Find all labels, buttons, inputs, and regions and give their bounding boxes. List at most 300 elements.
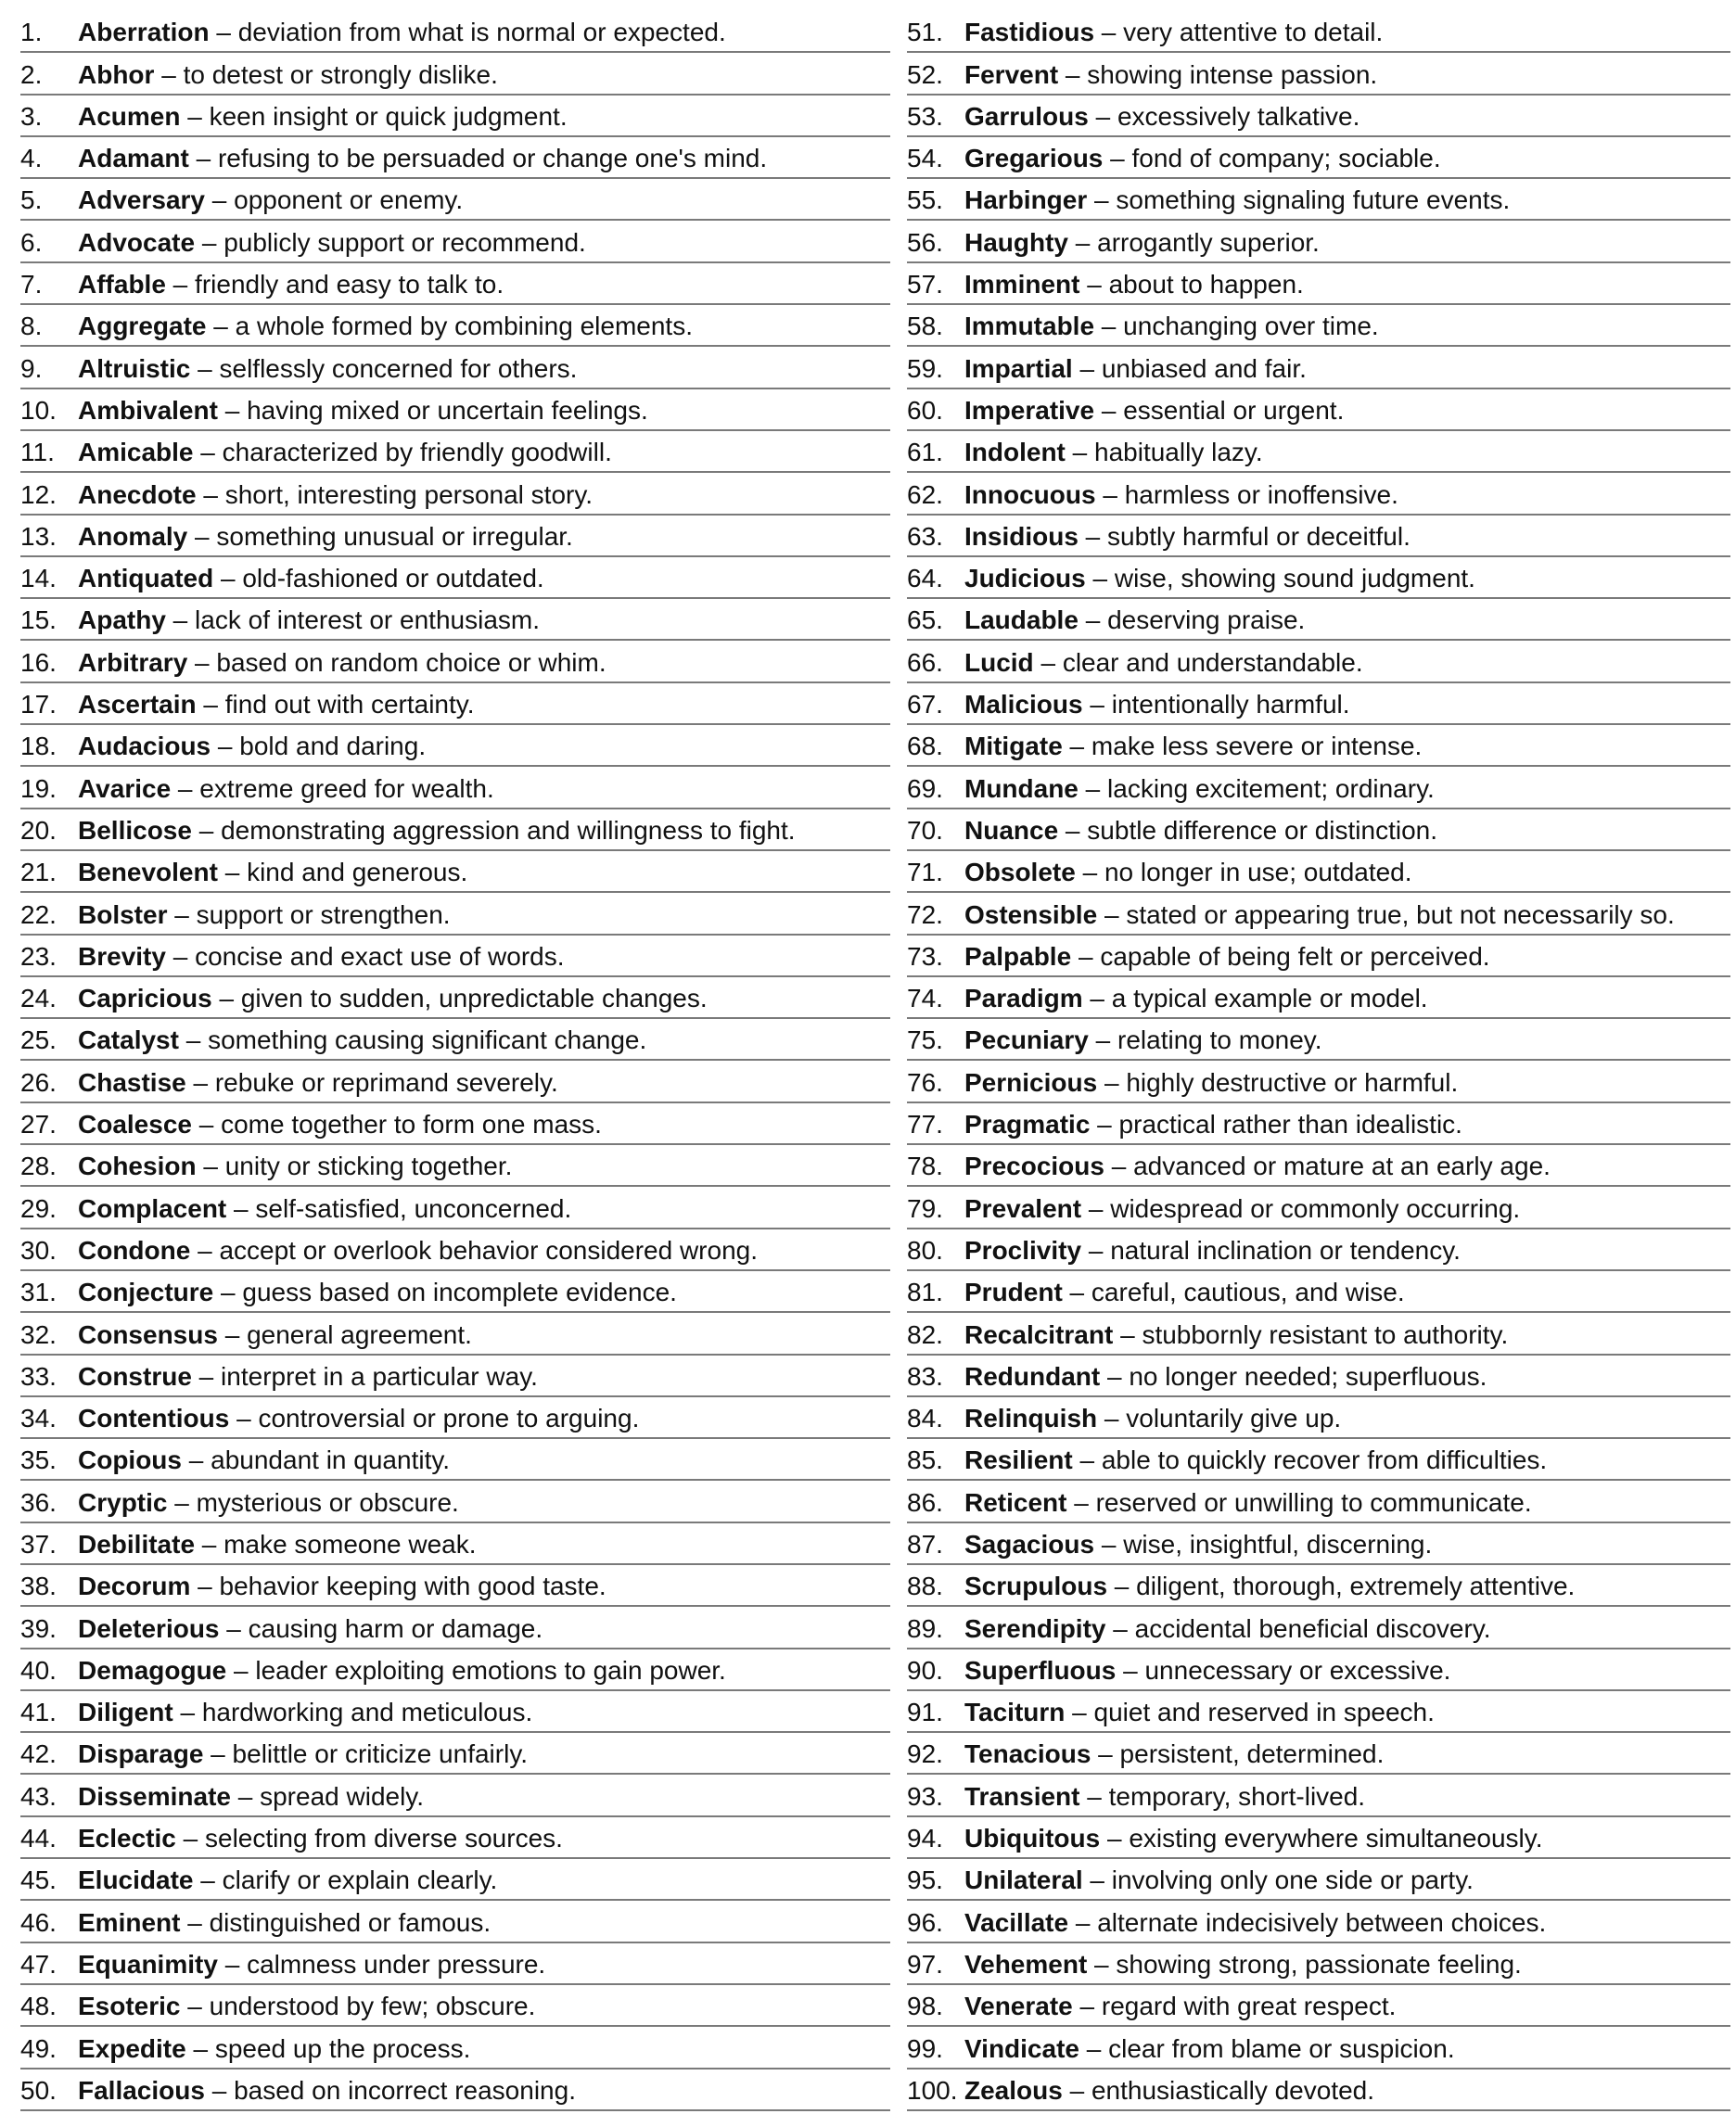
entry-definition: causing harm or damage. <box>248 1613 543 1643</box>
entry-separator: – <box>1078 521 1108 551</box>
entry-number: 36. <box>20 1487 57 1517</box>
vocab-entry <box>907 221 1730 262</box>
entry-definition: mysterious or obscure. <box>196 1487 459 1517</box>
entry-definition: make less severe or intense. <box>1091 732 1423 761</box>
entry-separator: – <box>1097 1404 1127 1433</box>
entry-separator: – <box>1097 1067 1127 1097</box>
entry-separator: – <box>1062 1278 1091 1307</box>
entry-word: Ascertain <box>78 690 197 720</box>
entry-separator: – <box>1068 227 1098 257</box>
entry-separator: – <box>230 1781 261 1811</box>
entry-word: Impartial <box>964 353 1073 383</box>
entry-definition: a typical example or model. <box>1111 984 1428 1013</box>
vocab-entry <box>907 809 1730 851</box>
entry-word: Fallacious <box>78 2075 205 2105</box>
entry-definition: subtly harmful or deceitful. <box>1107 521 1410 551</box>
entry-definition: a whole formed by combining elements. <box>235 312 693 341</box>
entry-number: 86. <box>907 1487 943 1517</box>
entry-definition: accidental beneficial discovery. <box>1134 1613 1491 1643</box>
entry-number: 74. <box>907 984 943 1013</box>
entry-word: Gregarious <box>964 144 1104 173</box>
vocab-entry <box>907 1733 1730 1775</box>
entry-number: 23. <box>20 941 57 971</box>
vocab-entry <box>20 179 890 221</box>
entry-separator: – <box>211 984 241 1013</box>
vocab-entry <box>20 1901 890 1942</box>
entry-word: Elucidate <box>78 1866 194 1895</box>
entry-separator: – <box>1033 647 1063 677</box>
entry-word: Harbinger <box>964 185 1088 215</box>
entry-number: 24. <box>20 984 57 1013</box>
entry-word: Serendipity <box>964 1613 1106 1643</box>
vocab-entry <box>907 1775 1730 1816</box>
entry-number: 58. <box>907 312 943 341</box>
entry-separator: – <box>193 438 223 467</box>
vocab-entry <box>20 221 890 262</box>
entry-word: Pragmatic <box>964 1110 1091 1140</box>
entry-word: Construe <box>78 1361 192 1391</box>
entry-number: 90. <box>907 1655 943 1685</box>
entry-word: Decorum <box>78 1572 191 1601</box>
entry-number: 59. <box>907 353 943 383</box>
entry-word: Zealous <box>964 2075 1063 2105</box>
entry-separator: – <box>180 101 210 131</box>
entry-word: Disparage <box>78 1739 204 1769</box>
entry-separator: – <box>195 227 224 257</box>
entry-word: Fervent <box>964 59 1059 89</box>
entry-word: Haughty <box>964 227 1068 257</box>
entry-definition: demonstrating aggression and willingness to fight. <box>221 815 796 845</box>
entry-definition: temporary, short-lived. <box>1108 1781 1366 1811</box>
entry-separator: – <box>1087 185 1117 215</box>
entry-separator: – <box>190 1235 220 1265</box>
entry-word: Pecuniary <box>964 1025 1089 1055</box>
entry-definition: regard with great respect. <box>1101 1992 1397 2021</box>
entry-number: 69. <box>907 773 943 803</box>
vocab-entry <box>20 263 890 305</box>
entry-separator: – <box>1103 144 1132 173</box>
vocab-entry <box>20 431 890 473</box>
entry-definition: short, interesting personal story. <box>224 479 594 509</box>
entry-definition: kind and generous. <box>247 858 468 887</box>
vocab-entry <box>907 1271 1730 1313</box>
entry-number: 13. <box>20 521 57 551</box>
entry-separator: – <box>1078 605 1108 635</box>
entry-word: Innocuous <box>964 479 1096 509</box>
entry-number: 25. <box>20 1025 57 1055</box>
entry-definition: habitually lazy. <box>1094 438 1263 467</box>
vocab-entry <box>907 1859 1730 1901</box>
entry-number: 11. <box>20 438 55 467</box>
entry-number: 61. <box>907 438 943 467</box>
entry-number: 31. <box>20 1278 57 1307</box>
entry-separator: – <box>206 312 236 341</box>
vocab-entry <box>907 263 1730 305</box>
entry-word: Coalesce <box>78 1110 192 1140</box>
entry-separator: – <box>217 1949 248 1979</box>
vocab-entry <box>20 1061 890 1102</box>
entry-definition: capable of being felt or perceived. <box>1100 941 1490 971</box>
vocab-entry <box>907 599 1730 641</box>
entry-separator: – <box>1094 395 1124 425</box>
entry-word: Aggregate <box>78 312 207 341</box>
entry-separator: – <box>217 395 248 425</box>
entry-word: Sagacious <box>964 1529 1095 1559</box>
entry-definition: clear from blame or suspicion. <box>1108 2033 1455 2063</box>
entry-definition: bold and daring. <box>239 732 427 761</box>
entry-number: 51. <box>907 18 943 47</box>
entry-definition: reserved or unwilling to communicate. <box>1095 1487 1532 1517</box>
entry-definition: concise and exact use of words. <box>195 941 565 971</box>
entry-definition: unity or sticking together. <box>224 1152 513 1181</box>
entry-number: 65. <box>907 605 943 635</box>
entry-word: Debilitate <box>78 1529 196 1559</box>
entry-definition: something unusual or irregular. <box>216 521 573 551</box>
entry-number: 57. <box>907 270 943 299</box>
entry-definition: very attentive to detail. <box>1123 18 1384 47</box>
entry-definition: quiet and reserved in speech. <box>1093 1698 1435 1727</box>
entry-separator: – <box>1091 1739 1120 1769</box>
entry-number: 92. <box>907 1739 943 1769</box>
entry-number: 76. <box>907 1067 943 1097</box>
vocab-entry <box>907 1649 1730 1691</box>
vocab-entry <box>907 1943 1730 1985</box>
vocab-entry <box>907 1061 1730 1102</box>
entry-definition: calmness under pressure. <box>247 1949 546 1979</box>
entry-number: 12. <box>20 479 57 509</box>
vocab-entry <box>20 893 890 935</box>
entry-word: Imperative <box>964 395 1095 425</box>
entry-separator: – <box>180 1992 210 2021</box>
entry-number: 10. <box>20 395 57 425</box>
vocab-entry <box>20 767 890 809</box>
entry-separator: – <box>180 1907 210 1937</box>
vocabulary-column-left <box>20 11 890 2111</box>
entry-number: 49. <box>20 2033 57 2063</box>
entry-definition: extreme greed for wealth. <box>199 773 494 803</box>
vocab-entry <box>20 683 890 725</box>
entry-number: 28. <box>20 1152 57 1181</box>
entry-definition: stated or appearing true, but not necessarily so. <box>1126 899 1675 929</box>
entry-separator: – <box>1072 1992 1102 2021</box>
vocab-entry <box>20 1943 890 1985</box>
entry-word: Conjecture <box>78 1278 214 1307</box>
entry-word: Expedite <box>78 2033 186 2063</box>
entry-definition: lack of interest or enthusiasm. <box>195 605 540 635</box>
entry-definition: something signaling future events. <box>1116 185 1511 215</box>
entry-word: Avarice <box>78 773 172 803</box>
entry-number: 34. <box>20 1404 57 1433</box>
entry-definition: unnecessary or excessive. <box>1144 1655 1451 1685</box>
entry-number: 62. <box>907 479 943 509</box>
entry-definition: having mixed or uncertain feelings. <box>247 395 648 425</box>
entry-separator: – <box>1075 858 1104 887</box>
vocab-entry <box>20 305 890 347</box>
entry-number: 97. <box>907 1949 943 1979</box>
vocab-entry <box>907 1019 1730 1061</box>
vocab-entry <box>20 851 890 893</box>
vocab-entry <box>907 2027 1730 2069</box>
entry-word: Arbitrary <box>78 647 188 677</box>
entry-definition: deviation from what is normal or expected. <box>237 18 726 47</box>
entry-word: Tenacious <box>964 1739 1091 1769</box>
entry-definition: make someone weak. <box>223 1529 477 1559</box>
entry-number: 8. <box>20 312 43 341</box>
vocab-entry <box>20 1565 890 1607</box>
entry-word: Mundane <box>964 773 1079 803</box>
entry-definition: rebuke or reprimand severely. <box>214 1067 558 1097</box>
entry-separator: – <box>1094 312 1124 341</box>
entry-separator: – <box>190 353 220 383</box>
entry-definition: opponent or enemy. <box>234 185 464 215</box>
entry-word: Deleterious <box>78 1613 220 1643</box>
entry-number: 14. <box>20 564 57 593</box>
entry-number: 2. <box>20 59 43 89</box>
entry-number: 26. <box>20 1067 57 1097</box>
vocab-entry <box>20 1313 890 1355</box>
entry-word: Judicious <box>964 564 1086 593</box>
entry-word: Taciturn <box>964 1698 1066 1727</box>
entry-number: 46. <box>20 1907 57 1937</box>
entry-separator: – <box>1104 1152 1134 1181</box>
entry-word: Vehement <box>964 1949 1088 1979</box>
entry-number: 55. <box>907 185 943 215</box>
entry-definition: subtle difference or distinction. <box>1087 815 1437 845</box>
entry-separator: – <box>219 1613 249 1643</box>
entry-number: 47. <box>20 1949 57 1979</box>
vocab-entry <box>20 641 890 682</box>
entry-separator: – <box>196 479 225 509</box>
entry-number: 56. <box>907 227 943 257</box>
entry-word: Contentious <box>78 1404 230 1433</box>
entry-number: 32. <box>20 1319 57 1349</box>
entry-separator: – <box>1097 899 1127 929</box>
vocab-entry <box>20 1607 890 1649</box>
entry-number: 91. <box>907 1698 943 1727</box>
vocab-entry <box>907 96 1730 137</box>
entry-word: Apathy <box>78 605 166 635</box>
vocab-entry <box>907 977 1730 1019</box>
entry-word: Paradigm <box>964 984 1083 1013</box>
vocab-entry <box>907 1481 1730 1522</box>
entry-word: Cryptic <box>78 1487 168 1517</box>
entry-word: Vindicate <box>964 2033 1079 2063</box>
vocab-entry <box>907 1229 1730 1271</box>
entry-separator: – <box>195 1529 224 1559</box>
entry-number: 40. <box>20 1655 57 1685</box>
vocab-entry <box>907 305 1730 347</box>
entry-separator: – <box>1062 732 1091 761</box>
entry-separator: – <box>187 521 217 551</box>
vocab-entry <box>20 96 890 137</box>
entry-definition: behavior keeping with good taste. <box>219 1572 606 1601</box>
entry-separator: – <box>1065 1698 1094 1727</box>
entry-word: Mitigate <box>964 732 1063 761</box>
entry-word: Eclectic <box>78 1824 176 1853</box>
entry-separator: – <box>191 815 222 845</box>
vocab-entry <box>20 1733 890 1775</box>
entry-separator: – <box>167 899 197 929</box>
entry-definition: involving only one side or party. <box>1111 1866 1474 1895</box>
vocab-entry <box>20 1439 890 1481</box>
vocab-entry <box>907 936 1730 977</box>
entry-separator: – <box>211 732 240 761</box>
entry-definition: accept or overlook behavior considered wrong. <box>219 1235 759 1265</box>
entry-separator: – <box>1062 2075 1091 2105</box>
entry-definition: fond of company; sociable. <box>1131 144 1441 173</box>
entry-word: Ambivalent <box>78 395 218 425</box>
entry-definition: abundant in quantity. <box>211 1445 451 1475</box>
entry-number: 96. <box>907 1907 943 1937</box>
entry-number: 63. <box>907 521 943 551</box>
entry-separator: – <box>165 605 196 635</box>
entry-word: Garrulous <box>964 101 1089 131</box>
vocab-entry <box>907 767 1730 809</box>
entry-number: 95. <box>907 1866 943 1895</box>
entry-word: Eminent <box>78 1907 181 1937</box>
entry-definition: publicly support or recommend. <box>223 227 586 257</box>
vocab-entry <box>907 347 1730 388</box>
entry-number: 41. <box>20 1698 57 1727</box>
entry-separator: – <box>226 1193 256 1223</box>
entry-separator: – <box>217 1319 248 1349</box>
entry-separator: – <box>1081 1235 1111 1265</box>
entry-word: Immutable <box>964 312 1095 341</box>
entry-definition: come together to form one mass. <box>221 1110 602 1140</box>
vocab-entry <box>907 683 1730 725</box>
entry-word: Esoteric <box>78 1992 181 2021</box>
entry-number: 7. <box>20 270 43 299</box>
vocab-entry <box>20 936 890 977</box>
entry-separator: – <box>1058 815 1088 845</box>
entry-separator: – <box>172 1698 202 1727</box>
entry-word: Ostensible <box>964 899 1098 929</box>
entry-definition: given to sudden, unpredictable changes. <box>240 984 708 1013</box>
entry-separator: – <box>229 1404 259 1433</box>
entry-word: Reticent <box>964 1487 1067 1517</box>
entry-definition: clear and understandable. <box>1062 647 1363 677</box>
entry-number: 64. <box>907 564 943 593</box>
vocab-entry <box>20 11 890 53</box>
vocab-entry <box>907 179 1730 221</box>
entry-definition: relating to money. <box>1117 1025 1322 1055</box>
entry-separator: – <box>182 1445 211 1475</box>
vocabulary-column-right <box>907 11 1730 2111</box>
entry-number: 70. <box>907 815 943 845</box>
entry-separator: – <box>1100 1361 1130 1391</box>
entry-definition: characterized by friendly goodwill. <box>222 438 612 467</box>
vocab-entry <box>907 1901 1730 1942</box>
entry-number: 79. <box>907 1193 943 1223</box>
entry-number: 84. <box>907 1404 943 1433</box>
entry-definition: natural inclination or tendency. <box>1110 1235 1461 1265</box>
entry-word: Indolent <box>964 438 1066 467</box>
entry-separator: – <box>1094 1529 1124 1559</box>
vocab-entry <box>907 1313 1730 1355</box>
entry-word: Acumen <box>78 101 181 131</box>
entry-separator: – <box>217 858 248 887</box>
entry-number: 52. <box>907 59 943 89</box>
entry-number: 18. <box>20 732 57 761</box>
entry-definition: intentionally harmful. <box>1111 690 1350 720</box>
entry-number: 82. <box>907 1319 943 1349</box>
entry-word: Bolster <box>78 899 168 929</box>
entry-separator: – <box>1071 941 1101 971</box>
entry-separator: – <box>1072 353 1102 383</box>
entry-number: 38. <box>20 1572 57 1601</box>
vocab-entry <box>20 1649 890 1691</box>
entry-separator: – <box>203 1739 233 1769</box>
entry-number: 20. <box>20 815 57 845</box>
entry-word: Diligent <box>78 1698 173 1727</box>
entry-definition: deserving praise. <box>1107 605 1306 635</box>
entry-definition: based on incorrect reasoning. <box>234 2075 576 2105</box>
entry-word: Audacious <box>78 732 211 761</box>
entry-number: 29. <box>20 1193 57 1223</box>
vocab-entry <box>20 1229 890 1271</box>
entry-separator: – <box>1088 101 1117 131</box>
entry-definition: widespread or commonly occurring. <box>1110 1193 1521 1223</box>
entry-number: 21. <box>20 858 57 887</box>
entry-definition: no longer needed; superfluous. <box>1129 1361 1487 1391</box>
entry-number: 43. <box>20 1781 57 1811</box>
entry-word: Capricious <box>78 984 212 1013</box>
entry-separator: – <box>1105 1613 1135 1643</box>
entry-definition: careful, cautious, and wise. <box>1091 1278 1405 1307</box>
entry-definition: find out with certainty. <box>224 690 475 720</box>
vocab-entry <box>907 1691 1730 1733</box>
entry-word: Catalyst <box>78 1025 179 1055</box>
entry-number: 93. <box>907 1781 943 1811</box>
vocab-entry <box>907 53 1730 95</box>
entry-number: 94. <box>907 1824 943 1853</box>
entry-number: 48. <box>20 1992 57 2021</box>
entry-separator: – <box>213 1278 243 1307</box>
entry-separator: – <box>185 1067 215 1097</box>
entry-word: Proclivity <box>964 1235 1082 1265</box>
vocab-entry <box>20 137 890 179</box>
vocab-entry <box>20 1481 890 1522</box>
vocab-entry <box>907 1397 1730 1439</box>
entry-word: Resilient <box>964 1445 1073 1475</box>
entry-separator: – <box>191 1110 222 1140</box>
entry-separator: – <box>191 1361 222 1391</box>
vocab-entry <box>907 389 1730 431</box>
vocab-entry <box>20 557 890 599</box>
vocab-entry <box>907 1607 1730 1649</box>
vocab-entry <box>907 516 1730 557</box>
entry-definition: stubbornly resistant to authority. <box>1142 1319 1509 1349</box>
entry-definition: old-fashioned or outdated. <box>242 564 544 593</box>
entry-number: 67. <box>907 690 943 720</box>
entry-separator: – <box>1079 270 1109 299</box>
vocab-entry <box>907 1523 1730 1565</box>
entry-separator: – <box>1090 1110 1119 1140</box>
entry-word: Amicable <box>78 438 194 467</box>
vocab-entry <box>20 53 890 95</box>
entry-separator: – <box>1082 1866 1112 1895</box>
entry-number: 54. <box>907 144 943 173</box>
vocab-entry <box>907 1817 1730 1859</box>
entry-word: Altruistic <box>78 353 191 383</box>
entry-separator: – <box>1058 59 1088 89</box>
entry-word: Aberration <box>78 18 210 47</box>
entry-definition: spread widely. <box>260 1781 425 1811</box>
entry-number: 98. <box>907 1992 943 2021</box>
entry-definition: showing intense passion. <box>1087 59 1378 89</box>
entry-word: Advocate <box>78 227 196 257</box>
entry-number: 35. <box>20 1445 57 1475</box>
